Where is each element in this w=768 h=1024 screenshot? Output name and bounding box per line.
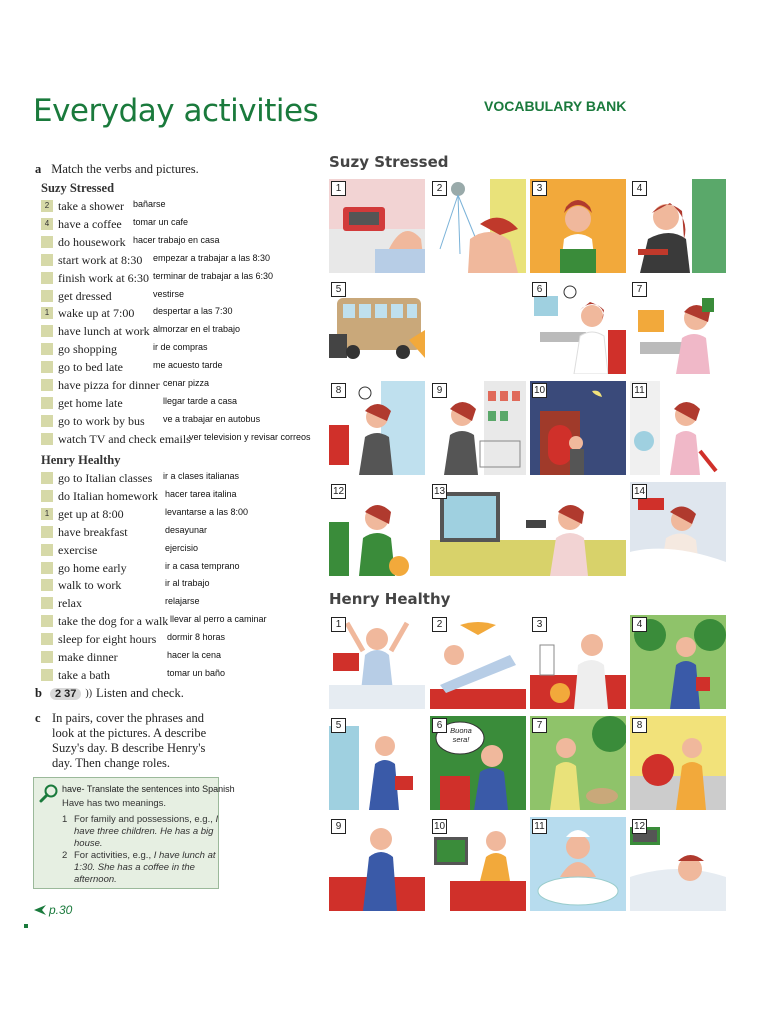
answer-box[interactable] [41, 325, 53, 337]
phrase-text: start work at 8:30 [58, 252, 143, 267]
point-number: 2 [62, 850, 68, 861]
handwritten-translation: tomar un cafe [133, 216, 189, 227]
picture-number: 6 [532, 282, 547, 297]
picture-number: 9 [432, 383, 447, 398]
illustration-h12 [630, 817, 726, 911]
answer-box[interactable] [41, 379, 53, 391]
illustration-s7 [630, 280, 726, 374]
phrase-row [41, 649, 222, 665]
handwritten-translation: hacer trabajo en casa [133, 234, 220, 245]
phrase-text: relax [58, 596, 82, 611]
phrase-text: walk to work [58, 578, 122, 593]
illustration-s4 [630, 179, 726, 273]
page-marker [24, 924, 28, 928]
point-text: For family and possessions, e.g., [74, 814, 213, 825]
phrase-row [41, 252, 271, 268]
phrase-row [41, 524, 208, 540]
phrase-text: take a shower [58, 199, 124, 213]
phrase-text: get dressed [58, 288, 112, 303]
answer-box[interactable] [41, 236, 53, 248]
phrase-text: sleep for eight hours [58, 632, 157, 647]
illustration-s8 [329, 381, 425, 475]
picture-number: 2 [432, 617, 447, 632]
handwritten-translation: llevar al perro a caminar [170, 614, 267, 625]
phrase-text: get up at 8:00 [58, 506, 124, 521]
handwritten-translation: terminar de trabajar a las 6:30 [153, 270, 274, 281]
picture-number: 10 [533, 385, 546, 396]
phrase-row [41, 395, 238, 411]
phrase-text: do Italian homework [58, 488, 158, 503]
illustration-s1 [329, 179, 425, 273]
phrase-row [41, 234, 220, 250]
answer-box[interactable] [41, 579, 53, 591]
have-tip-box [33, 777, 235, 889]
answer-box[interactable] [41, 526, 53, 538]
handwritten-translation: ve a trabajar en autobus [163, 413, 261, 424]
handwritten-translation: vestirse [153, 288, 185, 299]
answer-box[interactable] [41, 433, 53, 445]
exercise-c-text: In pairs, cover the phrases and look at the pictures. A describe Suzy's day. B describe Henry's day. Then change roles. [52, 711, 207, 770]
illustration-s9 [430, 381, 526, 475]
phrase-text: take the dog for a walk [58, 614, 169, 629]
phrase-row [41, 470, 240, 486]
picture-number: 6 [432, 718, 447, 733]
arrow-left-icon [34, 905, 46, 915]
answer-box[interactable] [41, 272, 53, 284]
suzy-pictures-heading: Suzy Stressed [329, 153, 449, 171]
phrase-text: take a bath [58, 667, 110, 682]
answer-box[interactable] [41, 615, 53, 627]
picture-number: 7 [532, 718, 547, 733]
answer-box[interactable] [41, 633, 53, 645]
answer-box[interactable] [41, 397, 53, 409]
exercise-b-letter: b [35, 686, 42, 700]
speech-bubble-text: Buona sera! [450, 726, 472, 744]
handwritten-translation: hacer tarea italina [165, 488, 237, 499]
picture-number: 3 [532, 617, 547, 632]
illustration-s14 [630, 482, 726, 576]
illustration-h9 [329, 817, 425, 911]
phrase-row [41, 560, 240, 576]
handwritten-translation: tomar un baño [167, 667, 226, 678]
phrase-row [41, 431, 311, 447]
handwritten-translation: ir al trabajo [165, 578, 210, 589]
henry-heading: Henry Healthy [41, 453, 121, 467]
phrase-text: watch TV and check emails [58, 431, 191, 446]
picture-number: 8 [632, 718, 647, 733]
illustration-h2 [430, 615, 526, 709]
phrase-text: have a coffee [58, 216, 122, 231]
phrase-text: go to work by bus [58, 413, 145, 428]
picture-number: 1 [331, 181, 346, 196]
picture-number: 2 [432, 181, 447, 196]
point-number: 1 [62, 814, 68, 825]
handwritten-translation: desayunar [165, 524, 208, 535]
picture-number: 4 [632, 181, 647, 196]
phrase-row [41, 488, 237, 504]
phrase-row [41, 577, 210, 593]
illustration-h7 [530, 716, 626, 810]
illustration-s6 [530, 280, 626, 374]
picture-number: 14 [633, 486, 646, 497]
handwritten-translation: almorzar en el trabajo [153, 324, 241, 335]
illustration-h10 [430, 817, 526, 911]
phrase-row [41, 216, 189, 232]
picture-number: 5 [331, 718, 346, 733]
henry-pictures-heading: Henry Healthy [329, 590, 451, 608]
answer-box[interactable] [41, 290, 53, 302]
exercise-a-letter: a [35, 162, 42, 176]
answer-box[interactable] [41, 490, 53, 502]
answer-box[interactable] [41, 669, 53, 681]
phrase-row [41, 198, 166, 214]
phrase-text: get home late [58, 395, 123, 410]
answer-box[interactable] [41, 597, 53, 609]
phrase-text: exercise [58, 542, 98, 557]
magnifier-icon [39, 783, 59, 803]
illustration-s2 [430, 179, 526, 273]
phrase-row [41, 595, 200, 611]
phrase-text: have lunch at work [58, 324, 150, 339]
picture-number: 7 [632, 282, 647, 297]
answer-box[interactable]: 4 [41, 218, 53, 230]
phrase-row [41, 413, 261, 429]
illustration-s5 [329, 280, 525, 374]
answer-box[interactable] [41, 415, 53, 427]
picture-number: 12 [633, 821, 646, 832]
handwritten-translation: hacer la cena [167, 650, 222, 660]
scene-illustration [430, 482, 626, 576]
answer-box[interactable] [41, 343, 53, 355]
picture-number: 1 [331, 617, 346, 632]
answer-box[interactable]: 1 [41, 508, 53, 520]
answer-box[interactable] [41, 562, 53, 574]
phrase-row [41, 377, 210, 393]
illustration-h4 [630, 615, 726, 709]
phrase-row [41, 631, 226, 647]
illustration-h6 [430, 716, 526, 810]
picture-number: 9 [331, 819, 346, 834]
illustration-s3 [530, 179, 626, 273]
illustration-h3 [530, 615, 626, 709]
phrase-text: have breakfast [58, 524, 128, 539]
audio-track-badge[interactable]: 2 37 [50, 688, 81, 700]
answer-box[interactable] [41, 254, 53, 266]
illustration-h11 [530, 817, 626, 911]
exercise-b [35, 686, 184, 701]
exercise-a-text: Match the verbs and pictures. [51, 162, 199, 176]
handwritten-translation: ver television y revisar correos [189, 431, 311, 442]
phrase-text: have pizza for dinner [58, 378, 160, 392]
answer-box[interactable]: 2 [41, 200, 53, 212]
point-example: I have three children. He has a big house. [74, 814, 219, 849]
answer-box[interactable] [41, 651, 53, 663]
point-example: I have lunch at 1:30. She has a coffee in the afternoon. [74, 850, 216, 885]
scene-illustration [329, 280, 525, 374]
picture-number: 12 [332, 486, 345, 497]
phrase-text: make dinner [58, 650, 118, 664]
handwritten-translation: levantarse a las 8:00 [165, 506, 249, 517]
phrase-row [41, 667, 226, 683]
illustration-h1 [329, 615, 425, 709]
phrase-text: go home early [58, 560, 127, 575]
illustration-s11 [630, 381, 726, 475]
page-reference-link[interactable] [34, 903, 72, 917]
answer-box[interactable]: 1 [41, 307, 53, 319]
picture-number: 13 [433, 486, 446, 497]
page-reference: p.30 [49, 903, 73, 917]
handwritten-translation: ir de compras [153, 342, 208, 353]
picture-number: 11 [532, 819, 547, 834]
phrase-text: go to bed late [58, 360, 123, 375]
phrase-row [41, 341, 208, 357]
phrase-text: finish work at 6:30 [58, 270, 149, 285]
handwritten-translation: despertar a las 7:30 [153, 306, 233, 317]
phrase-row [41, 506, 249, 522]
phrase-text: do housework [58, 234, 126, 249]
handwritten-translation: empezar a trabajar a las 8:30 [153, 252, 271, 263]
illustration-s13 [430, 482, 626, 576]
handwritten-translation: dormir 8 horas [167, 632, 226, 643]
answer-box[interactable] [41, 361, 53, 373]
point-text: For activities, e.g., [74, 850, 152, 861]
handwritten-translation: ir a casa temprano [165, 560, 240, 571]
phrase-row [41, 323, 241, 339]
have-tip-subtitle: Have has two meanings. [62, 798, 167, 809]
handwritten-translation: ir a clases italianas [163, 471, 240, 481]
answer-box[interactable] [41, 472, 53, 484]
exercise-b-text: Listen and check. [96, 686, 184, 700]
suzy-heading: Suzy Stressed [41, 181, 115, 195]
handwritten-translation: me acuesto tarde [153, 360, 223, 371]
phrase-row [41, 359, 223, 375]
audio-icon: )) [85, 688, 93, 699]
phrase-row [41, 305, 233, 321]
illustration-h8 [630, 716, 726, 810]
picture-number: 5 [331, 282, 346, 297]
picture-number: 8 [331, 383, 346, 398]
picture-number: 11 [632, 383, 647, 398]
phrase-row [41, 613, 267, 629]
handwritten-translation: relajarse [165, 596, 200, 607]
phrase-row [41, 288, 185, 304]
phrase-row [41, 542, 199, 558]
handwritten-translation: llegar tarde a casa [163, 395, 238, 406]
have-tip-title: have- Translate the sentences into Spanish [62, 784, 235, 794]
picture-number: 10 [433, 821, 446, 832]
picture-number: 4 [632, 617, 647, 632]
illustration-s12 [329, 482, 425, 576]
section-label: VOCABULARY BANK [484, 98, 627, 114]
exercise-c-letter: c [35, 711, 41, 725]
illustration-s10 [530, 381, 626, 475]
answer-box[interactable] [41, 544, 53, 556]
illustration-h5 [329, 716, 425, 810]
phrase-text: go to Italian classes [58, 471, 153, 485]
phrase-row [41, 270, 274, 286]
phrase-text: wake up at 7:00 [58, 306, 135, 321]
page-title: Everyday activities [33, 93, 319, 129]
picture-number: 3 [532, 181, 547, 196]
handwritten-translation: bañarse [133, 199, 166, 209]
handwritten-translation: ejercisio [165, 542, 199, 553]
phrase-text: go shopping [58, 342, 118, 357]
exercise-a [35, 162, 199, 177]
handwritten-translation: cenar pizza [163, 378, 210, 388]
